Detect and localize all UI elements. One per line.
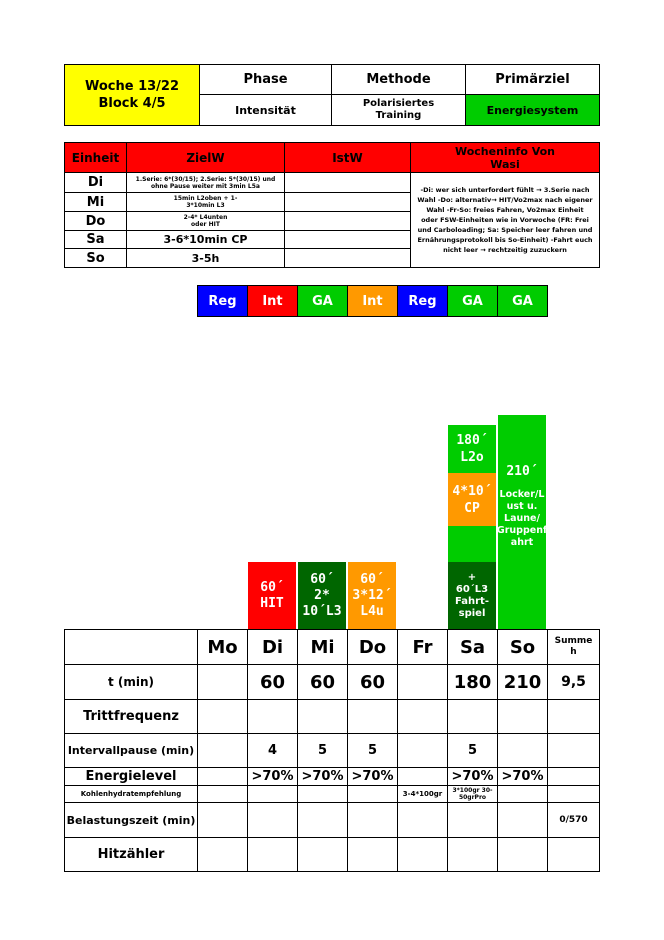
- sum-cell: [547, 837, 600, 872]
- bar-sa-bottom: + 60´L3 Fahrt- spiel: [448, 562, 496, 629]
- bar-sa-top: 180´ L2o: [448, 425, 496, 473]
- table-cell[interactable]: [197, 802, 248, 838]
- goal-title: Primärziel: [465, 64, 600, 95]
- table-sum-header: Summe h: [547, 629, 600, 665]
- plan-target-di: 1.Serie: 6*(30/15); 2.Serie: 5*(30/15) und ohne Pause weiter mit 3min L5a: [126, 172, 285, 193]
- table-cell[interactable]: [497, 837, 548, 872]
- plan-actual-sa[interactable]: [284, 230, 411, 249]
- table-cell[interactable]: [247, 802, 298, 838]
- plan-target-sa: 3-6*10min CP: [126, 230, 285, 249]
- table-cell[interactable]: [397, 699, 448, 734]
- row-label-energy-level: Energielevel: [64, 767, 198, 786]
- plan-target-do: 2-4* L4unten oder HIT: [126, 211, 285, 231]
- plan-target-mi: 15min L2oben + 1-3*10min L3: [126, 192, 285, 212]
- table-cell[interactable]: [397, 664, 448, 700]
- table-cell[interactable]: 3*100gr 30-50grPro: [447, 785, 498, 803]
- table-day-sa: Sa: [447, 629, 498, 665]
- table-cell[interactable]: [247, 785, 298, 803]
- table-cell[interactable]: [297, 837, 348, 872]
- table-cell[interactable]: [247, 837, 298, 872]
- table-cell[interactable]: [497, 699, 548, 734]
- table-cell[interactable]: >70%: [447, 767, 498, 786]
- table-cell[interactable]: [447, 802, 498, 838]
- legend-ga-3: GA: [497, 285, 548, 317]
- table-cell[interactable]: 210: [497, 664, 548, 700]
- table-cell[interactable]: [197, 837, 248, 872]
- plan-actual-do[interactable]: [284, 211, 411, 231]
- table-cell[interactable]: 5: [297, 733, 348, 768]
- table-day-di: Di: [247, 629, 298, 665]
- table-cell[interactable]: [247, 699, 298, 734]
- table-cell[interactable]: 60: [347, 664, 398, 700]
- block-label: Block 4/5: [98, 96, 166, 111]
- bar-do: 60´ 3*12´ L4u: [348, 562, 396, 629]
- table-day-do: Do: [347, 629, 398, 665]
- plan-header-unit: Einheit: [64, 142, 127, 173]
- table-cell[interactable]: 180: [447, 664, 498, 700]
- sum-cell: 9,5: [547, 664, 600, 700]
- table-cell[interactable]: [297, 785, 348, 803]
- table-cell[interactable]: [347, 837, 398, 872]
- table-cell[interactable]: [197, 767, 248, 786]
- method-title: Methode: [331, 64, 466, 95]
- table-cell[interactable]: [447, 699, 498, 734]
- phase-value: Intensität: [199, 94, 332, 126]
- plan-day-mi: Mi: [64, 192, 127, 212]
- legend-reg-2: Reg: [397, 285, 448, 317]
- week-label: Woche 13/22: [84, 79, 180, 94]
- table-cell[interactable]: 3-4*100gr: [397, 785, 448, 803]
- table-day-mi: Mi: [297, 629, 348, 665]
- goal-value: Energiesystem: [465, 94, 600, 126]
- plan-day-sa: Sa: [64, 230, 127, 249]
- table-cell[interactable]: [197, 733, 248, 768]
- bar-mi: 60´ 2* 10´L3: [298, 562, 346, 629]
- plan-day-do: Do: [64, 211, 127, 231]
- table-cell[interactable]: >70%: [497, 767, 548, 786]
- table-cell[interactable]: [347, 699, 398, 734]
- row-label-hit-counter: Hitzähler: [64, 837, 198, 872]
- table-cell[interactable]: [197, 699, 248, 734]
- bar-sa-mid: 4*10´ CP: [448, 473, 496, 526]
- table-corner: [64, 629, 198, 665]
- bar-di: 60´ HIT: [248, 562, 296, 629]
- table-cell[interactable]: [397, 802, 448, 838]
- row-label-time: t (min): [64, 664, 198, 700]
- legend-int-1: Int: [247, 285, 298, 317]
- plan-day-so: So: [64, 248, 127, 268]
- sum-cell: [547, 699, 600, 734]
- table-cell[interactable]: >70%: [247, 767, 298, 786]
- plan-header-actual: IstW: [284, 142, 411, 173]
- table-cell[interactable]: [497, 733, 548, 768]
- table-cell[interactable]: [197, 664, 248, 700]
- table-cell[interactable]: [397, 733, 448, 768]
- table-cell[interactable]: 5: [347, 733, 398, 768]
- table-cell[interactable]: >70%: [297, 767, 348, 786]
- table-cell[interactable]: [397, 837, 448, 872]
- table-cell[interactable]: >70%: [347, 767, 398, 786]
- table-cell[interactable]: 5: [447, 733, 498, 768]
- sum-cell: [547, 767, 600, 786]
- table-cell[interactable]: [197, 785, 248, 803]
- row-label-load-time: Belastungszeit (min): [64, 802, 198, 838]
- week-block-cell: [64, 64, 200, 126]
- plan-header-info: Wocheninfo Von Wasi: [410, 142, 600, 173]
- legend-ga-2: GA: [447, 285, 498, 317]
- table-cell[interactable]: [347, 802, 398, 838]
- table-cell[interactable]: [497, 785, 548, 803]
- table-day-mo: Mo: [197, 629, 248, 665]
- table-cell[interactable]: 60: [297, 664, 348, 700]
- table-cell[interactable]: [347, 785, 398, 803]
- table-cell[interactable]: [447, 837, 498, 872]
- table-cell[interactable]: 4: [247, 733, 298, 768]
- row-label-interval-pause: Intervallpause (min): [64, 733, 198, 768]
- plan-target-so: 3-5h: [126, 248, 285, 268]
- training-table: [64, 629, 600, 872]
- legend-int-2: Int: [347, 285, 398, 317]
- row-label-cadence: Trittfrequenz: [64, 699, 198, 734]
- bar-sa-gap: [448, 526, 496, 562]
- table-cell[interactable]: [297, 699, 348, 734]
- plan-actual-so[interactable]: [284, 248, 411, 268]
- week-info-text: -Di: wer sich unterfordert fühlt → 3.Serie nach Wahl -Do: alternativ→ HIT/Vo2max nach eigener Wahl -Fr-So: freies Fahren, Vo2max Einheit oder FSW-Einheiten wie in Vorwoche (FR: Frei und Carboloading; Sa: Speicher leer fahren und Ernährungsprotokoll bis So-Einheit) -Fahrt euch nicht leer → rechtzeitig zuzuckern: [410, 172, 600, 268]
- table-day-fr: Fr: [397, 629, 448, 665]
- table-day-so: So: [497, 629, 548, 665]
- legend-reg-1: Reg: [197, 285, 248, 317]
- sum-cell: 0/570: [547, 802, 600, 838]
- plan-actual-mi[interactable]: [284, 192, 411, 212]
- table-cell[interactable]: 60: [247, 664, 298, 700]
- legend-ga-1: GA: [297, 285, 348, 317]
- table-cell[interactable]: [497, 802, 548, 838]
- bar-so: 210´ Locker/L ust u. Laune/ Gruppenf ahrt: [498, 415, 546, 629]
- method-value: Polarisiertes Training: [331, 94, 466, 126]
- plan-day-di: Di: [64, 172, 127, 193]
- sum-cell: [547, 785, 600, 803]
- plan-header-target: ZielW: [126, 142, 285, 173]
- table-cell[interactable]: [297, 802, 348, 838]
- phase-title: Phase: [199, 64, 332, 95]
- plan-actual-di[interactable]: [284, 172, 411, 193]
- sum-cell: [547, 733, 600, 768]
- row-label-carb-recommendation: Kohlenhydratempfehlung: [64, 785, 198, 803]
- table-cell[interactable]: [397, 767, 448, 786]
